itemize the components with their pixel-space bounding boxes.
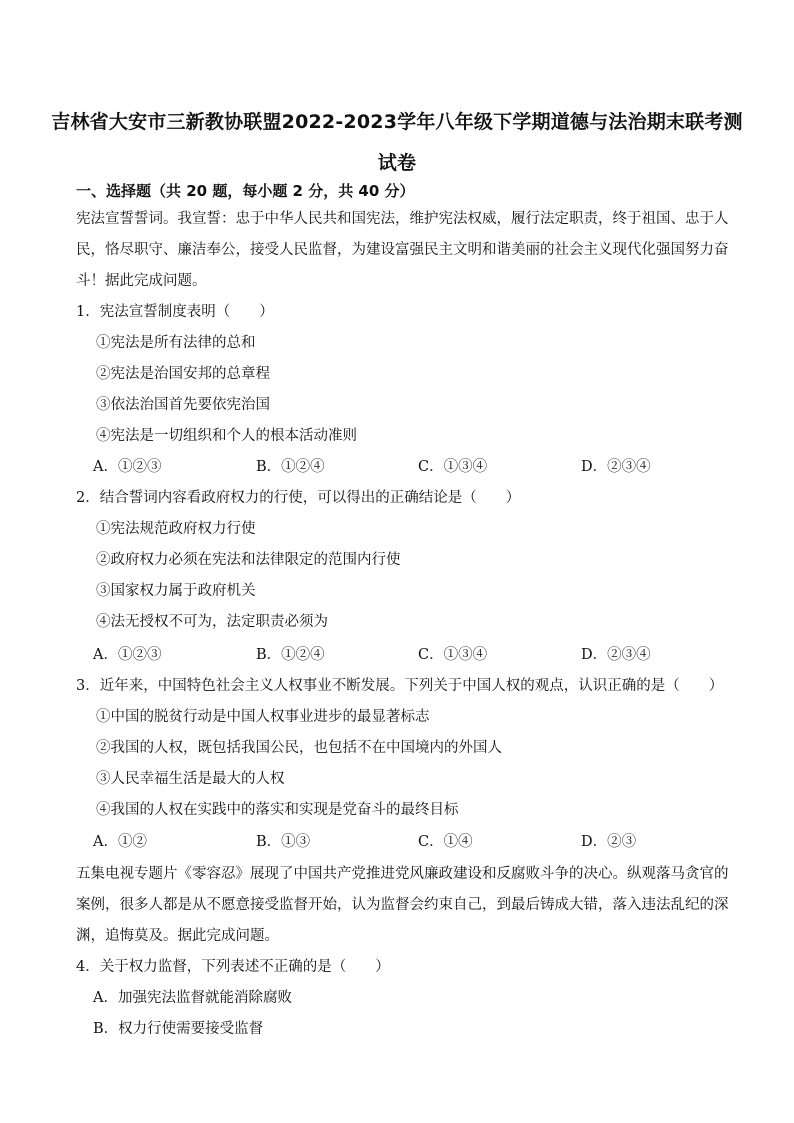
intro-paragraph-line: 案例，很多人都是从不愿意接受监督开始，认为监督会约束自己，到最后铸成大错，落入违法乱纪的深 xyxy=(76,897,729,913)
answer-option-a: A．加强宪法监督就能消除腐败 xyxy=(93,990,292,1006)
question-statement: ②我国的人权，既包括我国公民，也包括不在中国境内的外国人 xyxy=(96,740,502,756)
question-statement: ④宪法是一切组织和个人的根本活动准则 xyxy=(96,428,357,444)
answer-option-b: B．①②④ xyxy=(256,459,325,475)
answer-option-c: C．①③④ xyxy=(418,459,488,475)
question-stem: 2．结合誓词内容看政府权力的行使，可以得出的正确结论是（ ） xyxy=(76,490,521,506)
question-stem: 1．宪法宣誓制度表明（ ） xyxy=(76,304,274,320)
intro-paragraph-line: 渊，追悔莫及。据此完成问题。 xyxy=(76,928,279,944)
question-statement: ②宪法是治国安邦的总章程 xyxy=(96,366,270,382)
intro-paragraph-line: 五集电视专题片《零容忍》展现了中国共产党推进党风廉政建设和反腐败斗争的决心。纵观落马贪官的 xyxy=(76,866,729,882)
question-statement: ③人民幸福生活是最大的人权 xyxy=(96,771,285,787)
intro-paragraph-line: 斗！据此完成问题。 xyxy=(76,273,207,289)
answer-option-d: D．②③④ xyxy=(581,647,651,663)
answer-option-c: C．①④ xyxy=(418,834,473,850)
answer-option-a: A．①②③ xyxy=(93,647,162,663)
section-heading: 一、选择题（共 20 题，每小题 2 分，共 40 分） xyxy=(76,182,415,200)
question-stem: 4．关于权力监督，下列表述不正确的是（ ） xyxy=(76,959,390,975)
intro-paragraph-line: 宪法宣誓誓词。我宣誓：忠于中华人民共和国宪法，维护宪法权威，履行法定职责，终于祖国、忠于人 xyxy=(76,211,729,227)
question-statement: ①宪法是所有法律的总和 xyxy=(96,335,256,351)
answer-option-a: A．①② xyxy=(93,834,147,850)
answer-option-a: A．①②③ xyxy=(93,459,162,475)
answer-option-b: B．权力行使需要接受监督 xyxy=(93,1021,264,1037)
question-statement: ④法无授权不可为，法定职责必须为 xyxy=(96,614,328,630)
page-title-continued: 试卷 xyxy=(377,152,417,174)
question-statement: ③依法治国首先要依宪治国 xyxy=(96,397,270,413)
question-statement: ①宪法规范政府权力行使 xyxy=(96,521,256,537)
answer-option-b: B．①③ xyxy=(256,834,311,850)
question-statement: ②政府权力必须在宪法和法律限定的范围内行使 xyxy=(96,552,401,568)
question-statement: ①中国的脱贫行动是中国人权事业进步的最显著标志 xyxy=(96,709,430,725)
answer-option-d: D．②③④ xyxy=(581,459,651,475)
intro-paragraph-line: 民，恪尽职守、廉洁奉公，接受人民监督，为建设富强民主文明和谐美丽的社会主义现代化强国努力奋 xyxy=(76,242,729,258)
answer-option-b: B．①②④ xyxy=(256,647,325,663)
answer-option-d: D．②③ xyxy=(581,834,637,850)
question-statement: ④我国的人权在实践中的落实和实现是党奋斗的最终目标 xyxy=(96,802,459,818)
question-statement: ③国家权力属于政府机关 xyxy=(96,583,256,599)
answer-option-c: C．①③④ xyxy=(418,647,488,663)
page-title: 吉林省大安市三新教协联盟2022-2023学年八年级下学期道德与法治期末联考测 xyxy=(51,111,743,133)
question-stem: 3．近年来，中国特色社会主义人权事业不断发展。下列关于中国人权的观点，认识正确的是（ ） xyxy=(76,678,724,694)
